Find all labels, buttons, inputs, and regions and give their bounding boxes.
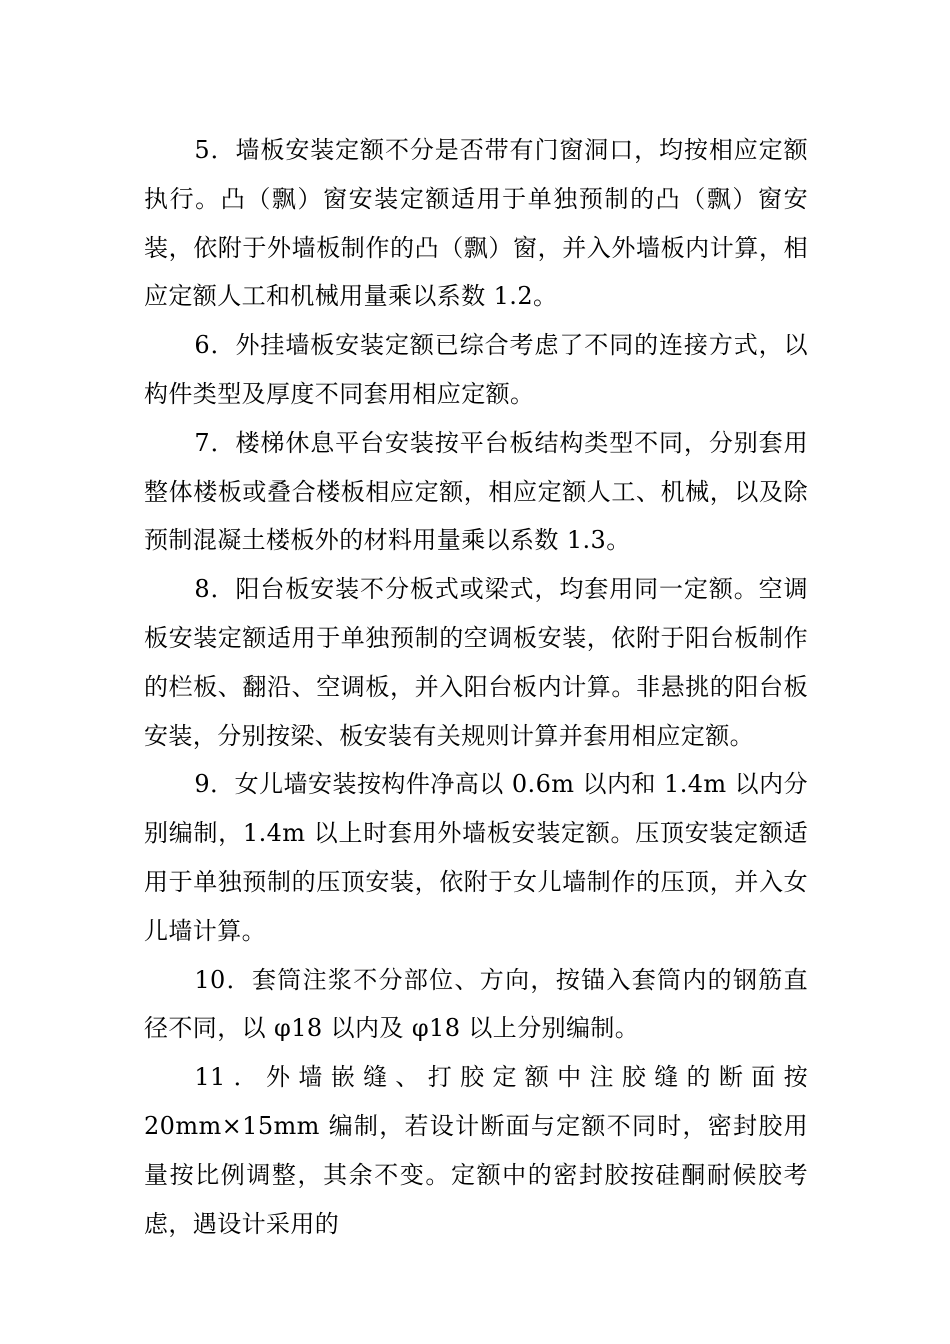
paragraph-9-parapet: 9．女儿墙安装按构件净高以 0.6m 以内和 1.4m 以内分别编制，1.4m 以上时套用外墙板安装定额。压顶安装定额适用于单独预制的压顶安装，依附于女儿墙制作的压顶，并入女儿墙计算。	[144, 770, 808, 945]
paragraph-11-joint-sealing: 11．外墙嵌缝、打胶定额中注胶缝的断面按 20mm×15mm 编制，若设计断面与定额不同时，密封胶用量按比例调整，其余不变。定额中的密封胶按硅酮耐候胶考虑，遇设计采用的	[144, 1063, 808, 1238]
paragraph-6-hanging-wall-panel: 6．外挂墙板安装定额已综合考虑了不同的连接方式，以构件类型及厚度不同套用相应定额。	[144, 331, 808, 408]
paragraph-10-sleeve-grouting: 10．套筒注浆不分部位、方向，按锚入套筒内的钢筋直径不同，以 φ18 以内及 φ18 以上分别编制。	[144, 965, 808, 1043]
paragraph-8-balcony-panel: 8．阳台板安装不分板式或梁式，均套用同一定额。空调板安装定额适用于单独预制的空调板安装，依附于阳台板制作的栏板、翻沿、空调板，并入阳台板内计算。非悬挑的阳台板安装，分别按梁、板安装有关规则计算并套用相应定额。	[144, 575, 808, 750]
paragraph-7-stair-platform: 7．楼梯休息平台安装按平台板结构类型不同，分别套用整体楼板或叠合楼板相应定额，相应定额人工、机械，以及除预制混凝土楼板外的材料用量乘以系数 1.3。	[144, 428, 808, 555]
body-text	[144, 126, 808, 1248]
paragraph-5-wall-panel: 5．墙板安装定额不分是否带有门窗洞口，均按相应定额执行。凸（飘）窗安装定额适用于单独预制的凸（飘）窗安装，依附于外墙板制作的凸（飘）窗，并入外墙板内计算，相应定额人工和机械用量乘以系数 1.2。	[144, 136, 808, 311]
